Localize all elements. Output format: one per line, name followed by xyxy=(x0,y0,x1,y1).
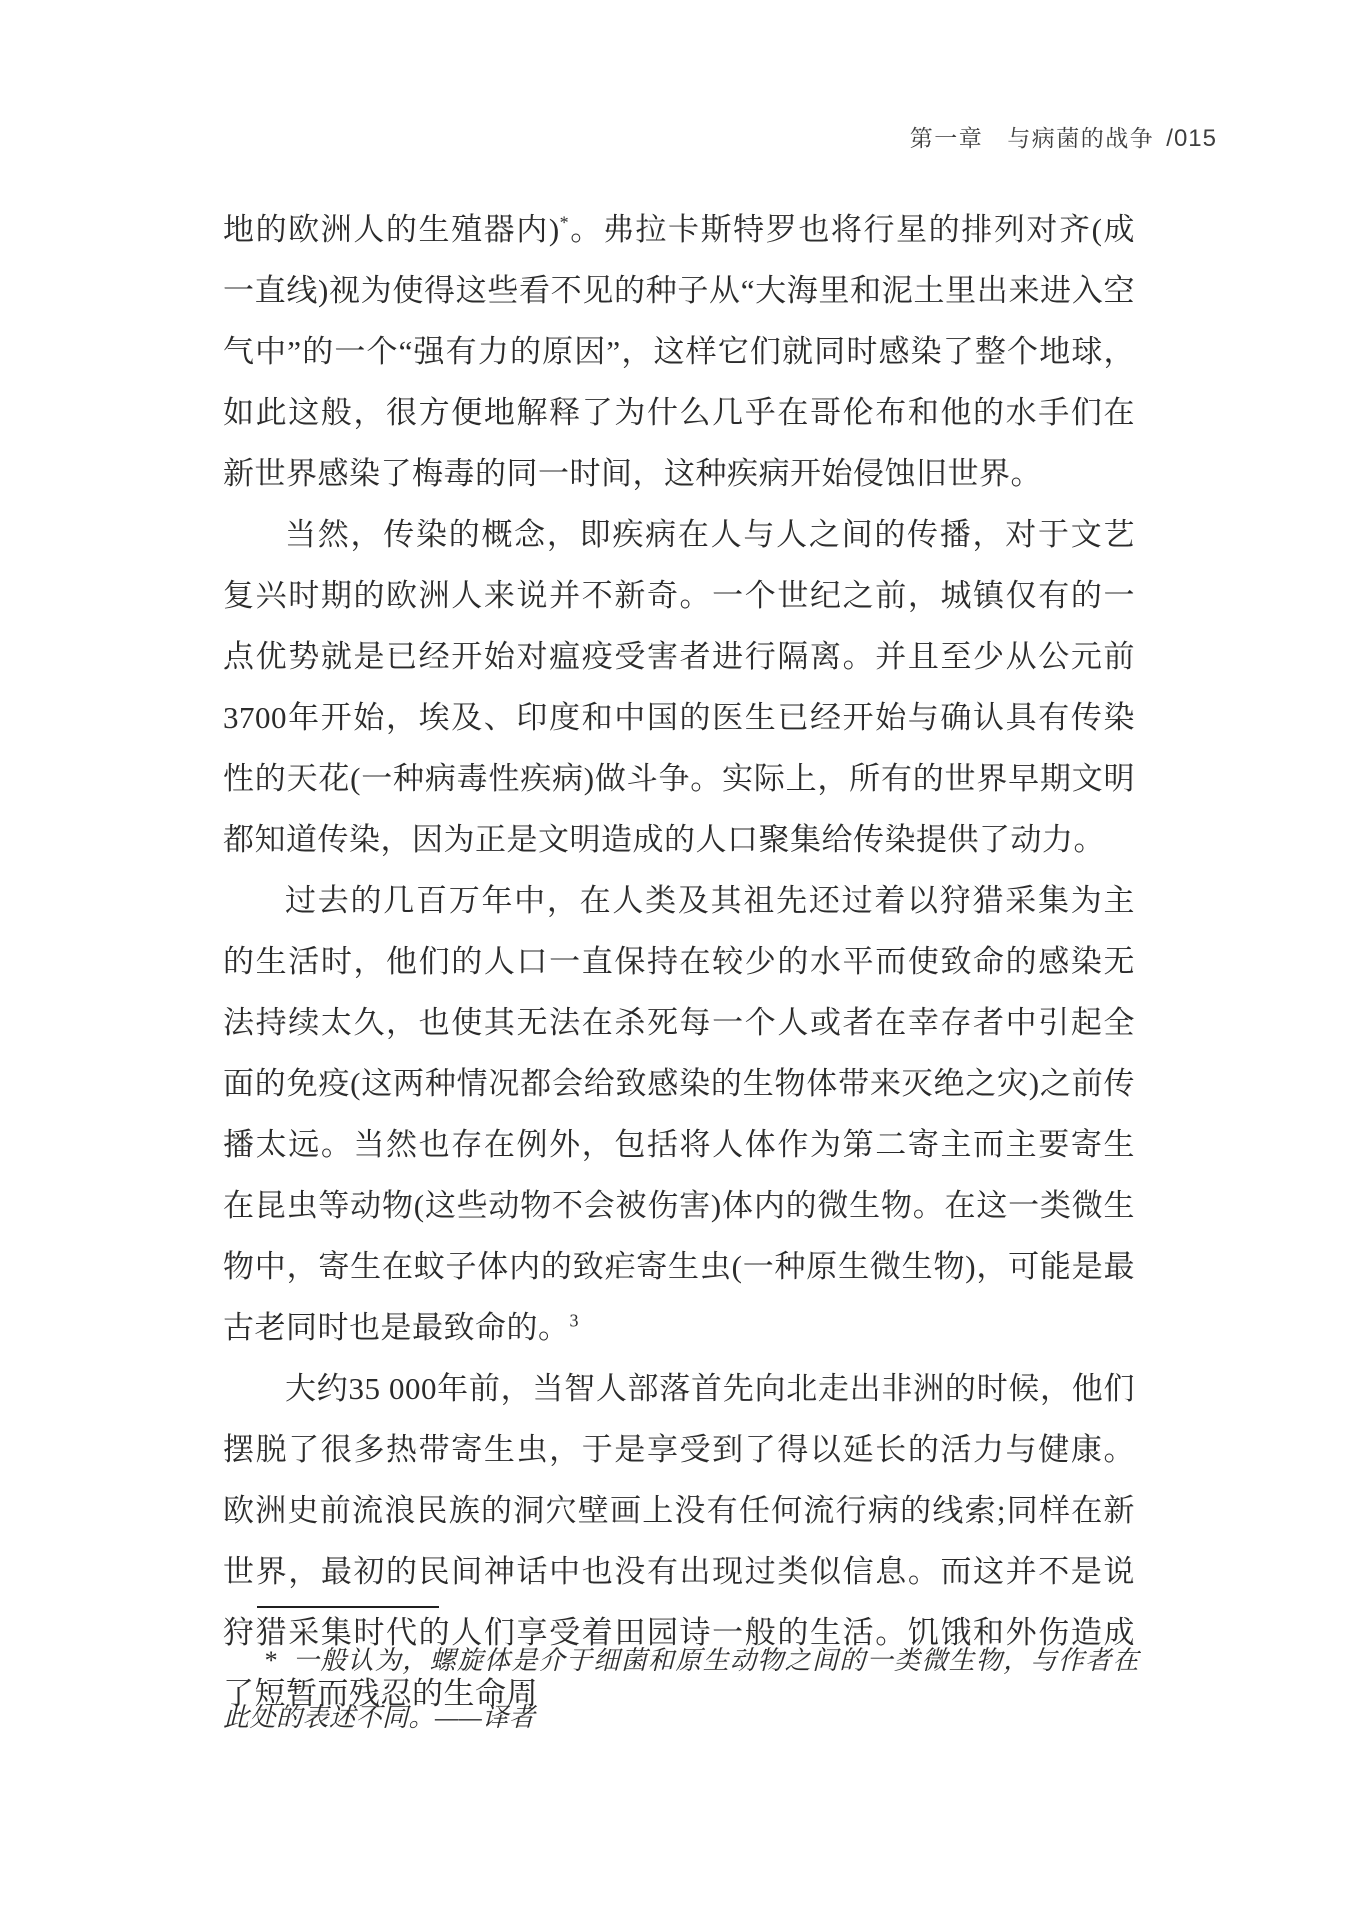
chapter-title: 与病菌的战争 xyxy=(1007,126,1155,151)
footnote-text: 一般认为，螺旋体是介于细菌和原生动物之间的一类微生物，与作者在此处的表述不同。——译者 xyxy=(223,1646,1139,1732)
paragraph-2 xyxy=(223,504,1135,870)
chapter-label: 第一章 xyxy=(909,126,984,151)
paragraph-1 xyxy=(223,199,1135,504)
body-text xyxy=(223,199,1135,1724)
page-number: /015 xyxy=(1166,125,1217,152)
footnote-divider xyxy=(257,1606,439,1608)
paragraph-1-text: 地的欧洲人的生殖器内) xyxy=(223,212,560,247)
footnote-asterisk-reference: * xyxy=(559,212,570,233)
footnote-section xyxy=(223,1606,1139,1746)
footnote-marker: * xyxy=(264,1646,279,1675)
paragraph-2-text: 当然，传染的概念，即疾病在人与人之间的传播，对于文艺复兴时期的欧洲人来说并不新奇。一个世纪之前，城镇仅有的一点优势就是已经开始对瘟疫受害者进行隔离。并且至少从公元前3700年开始，埃及、印度和中国的医生已经开始与确认具有传染性的天花(一种病毒性疾病)做斗争。实际上，所有的世界早期文明都知道传染，因为正是文明造成的人口聚集给传染提供了动力。 xyxy=(223,517,1135,857)
paragraph-4-text: 大约35 000年前，当智人部落首先向北走出非洲的时候，他们摆脱了很多热带寄生虫，于是享受到了得以延长的活力与健康。欧洲史前流浪民族的洞穴壁画上没有任何流行病的线索;同样在新世界，最初的民间神话中也没有出现过类似信息。而这并不是说狩猎采集时代的人们享受着田园诗一般的生活。饥饿和外伤造成了短暂而残忍的生命周 xyxy=(223,1371,1135,1711)
paragraph-1-text-continued: 。弗拉卡斯特罗也将行星的排列对齐(成一直线)视为使得这些看不见的种子从“大海里和泥土里出来进入空气中”的一个“强有力的原因”，这样它们就同时感染了整个地球，如此这般，很方便地解释了为什么几乎在哥伦布和他的水手们在新世界感染了梅毒的同一时间，这种疾病开始侵蚀旧世界。 xyxy=(223,212,1135,491)
endnote-3-reference: 3 xyxy=(569,1310,579,1331)
paragraph-3-text: 过去的几百万年中，在人类及其祖先还过着以狩猎采集为主的生活时，他们的人口一直保持在较少的水平而使致命的感染无法持续太久，也使其无法在杀死每一个人或者在幸存者中引起全面的免疫(这两种情况都会给致感染的生物体带来灭绝之灾)之前传播太远。当然也存在例外，包括将人体作为第二寄主而主要寄生在昆虫等动物(这些动物不会被伤害)体内的微生物。在这一类微生物中，寄生在蚊子体内的致疟寄生虫(一种原生微生物)，可能是最古老同时也是最致命的。 xyxy=(223,883,1135,1345)
footnote-text-block xyxy=(223,1632,1139,1746)
running-header xyxy=(910,120,1217,153)
paragraph-3 xyxy=(223,870,1135,1358)
